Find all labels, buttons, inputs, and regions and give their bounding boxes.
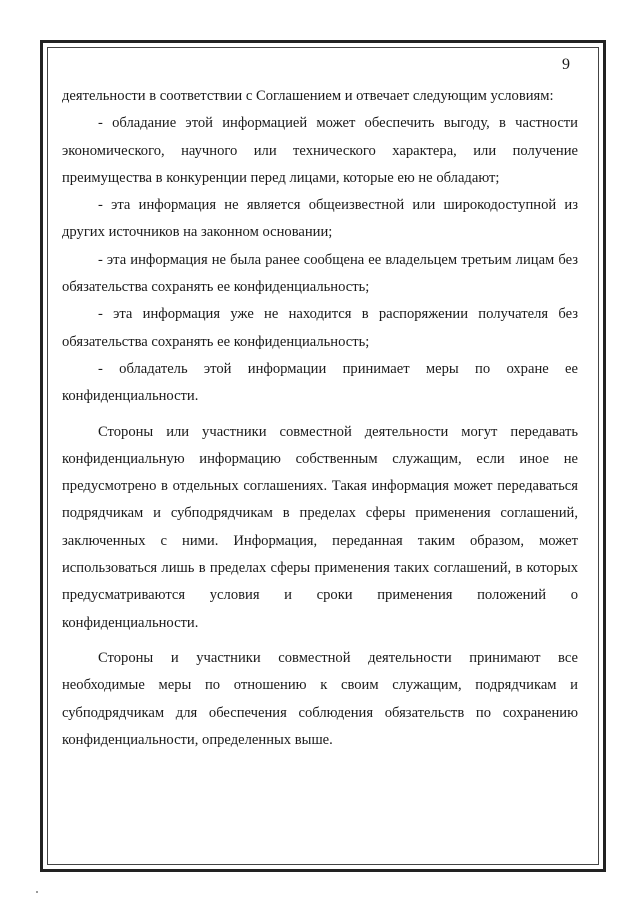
paragraph-measures: Стороны и участники совместной деятельности принимают все необходимые меры по отношению к своим служащим, подрядчикам и субподрядчикам для обеспечения соблюдения обязательств по сохранению конфиденциальности, определенных выше. [62,649,578,748]
list-item-not-public: - эта информация не является общеизвестной или широкодоступной из других источников на законном основании; [62,197,578,241]
document-body [62,83,578,754]
list-item-benefit: - обладание этой информацией может обеспечить выгоду, в частности экономического, научного или технического характера, или получение преимущества в конкуренции перед лицами, которые ею не обладают; [62,115,578,186]
list-item-not-disclosed: - эта информация не была ранее сообщена ее владельцем третьим лицам без обязательства сохранять ее конфиденциальность; [62,251,578,296]
list-item-not-held: - эта информация уже не находится в распоряжении получателя без обязательства сохранять ее конфиденциальность; [62,306,578,350]
list-item-protection: - обладатель этой информации принимает меры по охране ее конфиденциальности. [62,360,578,405]
paragraph-continuation: деятельности в соответствии с Соглашением и отвечает следующим условиям: [62,88,554,104]
page-number: 9 [562,56,570,73]
scan-speck [36,891,38,893]
paragraph-transfer: Стороны или участники совместной деятельности могут передавать конфиденциальную информацию собственным служащим, если иное не предусмотрено в отдельных соглашениях. Такая информация может передаваться подрядчикам и субподрядчикам в пределах сферы применения соглашений, заключенных с ними. Информация, переданная таким образом, может использоваться лишь в пределах сферы применения таких соглашений, в которых предусматриваются условия и сроки применения положений о конфиденциальности. [62,423,578,631]
